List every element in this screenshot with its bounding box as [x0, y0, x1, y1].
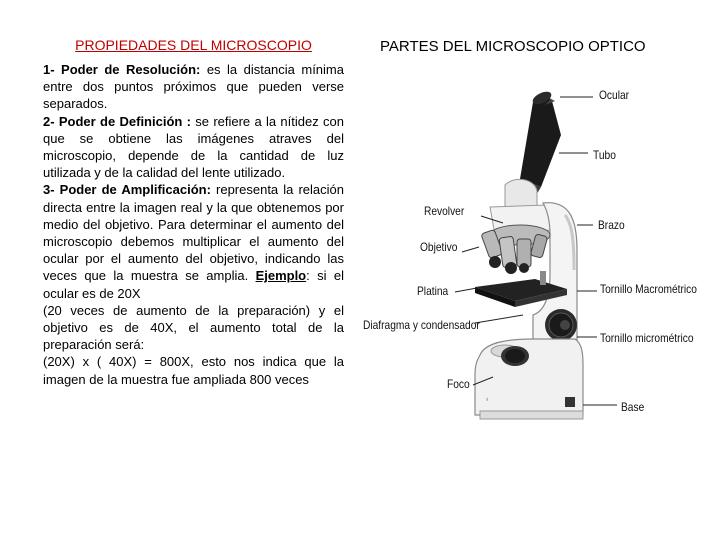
label-tubo: Tubo: [593, 148, 616, 162]
label-diafragma: Diafragma y condensador: [363, 318, 480, 332]
properties-section: [43, 37, 344, 388]
label-foco: Foco: [447, 377, 470, 391]
base: [475, 339, 583, 419]
microscope-figure: [355, 75, 720, 435]
label-brazo: Brazo: [598, 218, 625, 232]
properties-title: PROPIEDADES DEL MICROSCOPIO: [75, 37, 312, 53]
example-label: Ejemplo: [255, 268, 307, 284]
label-tornillo-micro: Tornillo micrométrico: [600, 331, 694, 345]
resolution-heading: 1- Poder de Resolución:: [43, 62, 201, 77]
resolution-text: es la distancia mínima entre dos puntos próximos que pueden verse separados.: [43, 62, 344, 112]
properties-text: [43, 61, 344, 388]
example-result: (20X) x ( 40X) = 800X, esto nos indica que la imagen de la muestra fue ampliada 800 veces: [43, 354, 344, 387]
amplification-text: representa la relación directa entre la imagen real y la que obtenemos por medio del objetivo. Para determinar el aumento del microscopio debemos multiplicar el aumento del ocular por el aumento del objetivo, indicando las veces que la muestra se amplia.: [43, 182, 344, 284]
example-text: : si el ocular es de 20X: [43, 268, 344, 301]
label-objetivo: Objetivo: [420, 240, 458, 254]
label-revolver: Revolver: [424, 204, 465, 218]
svg-text:♁: ♁: [485, 397, 490, 403]
label-ocular: Ocular: [599, 88, 630, 102]
microscope-illustration: [355, 75, 720, 435]
revolver-objectives: [481, 225, 550, 274]
label-platina: Platina: [417, 284, 449, 298]
definition-text: se refiere a la nítidez con que se obtiene las imágenes atraves del microscopio, depende de la cantidad de luz utilizada y de la calidad del lente utilizado.: [43, 113, 344, 181]
label-base: Base: [621, 400, 645, 414]
label-tornillo-macro: Tornillo Macrométrico: [600, 282, 697, 296]
light-knob: [501, 346, 529, 366]
example-continuation: (20 veces de aumento de la preparación) y el objetivo es de 40X, el aumento total de la preparación será:: [43, 302, 344, 353]
parts-title: PARTES DEL MICROSCOPIO OPTICO: [380, 38, 646, 55]
definition-heading: 2- Poder de Definición :: [43, 113, 191, 129]
amplification-heading: 3- Poder de Amplificación:: [43, 182, 211, 198]
focus-knobs: [545, 309, 577, 341]
